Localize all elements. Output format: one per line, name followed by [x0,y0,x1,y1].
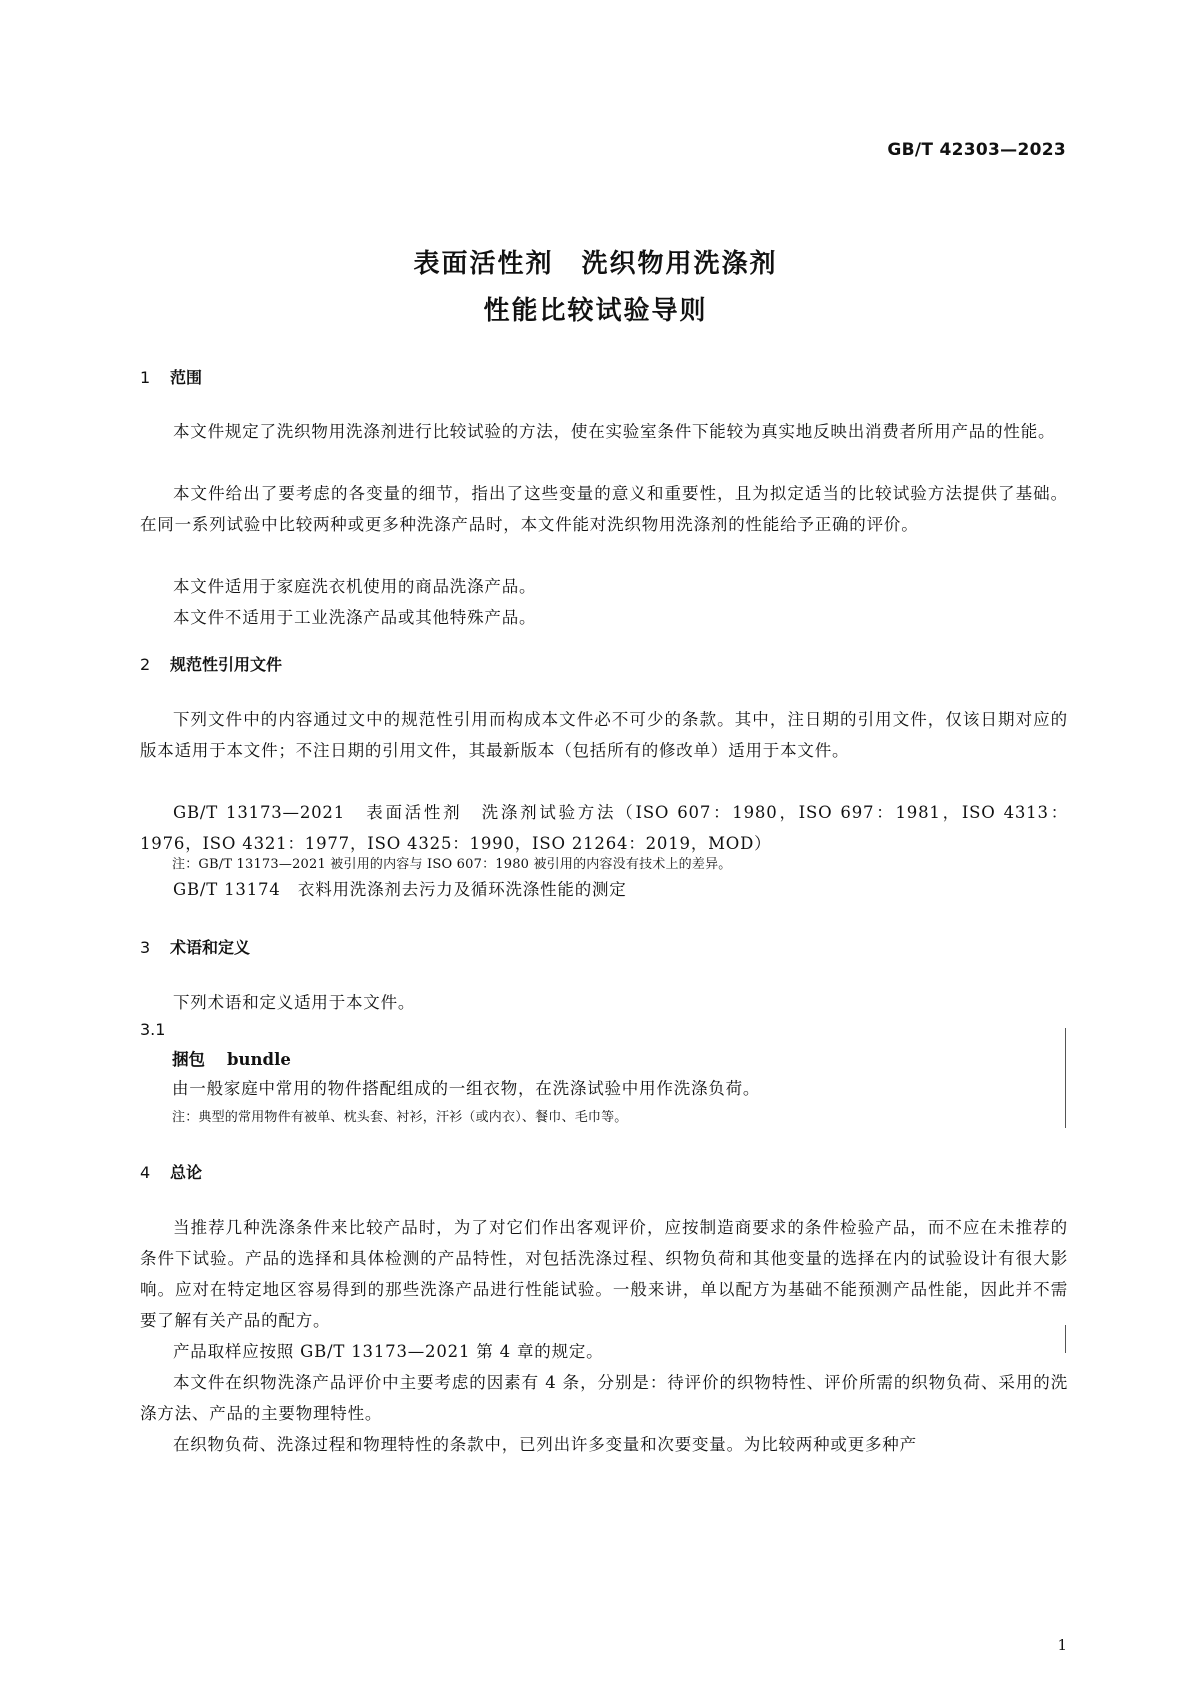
section-1-paragraph-2: 本文件给出了要考虑的各变量的细节，指出了这些变量的意义和重要性，且为拟定适当的比较试验方法提供了基础。在同一系列试验中比较两种或更多种洗涤产品时，本文件能对洗织物用洗涤剂的性能给予正确的评价。 [140,484,1068,534]
page-number: 1 [1057,1636,1067,1654]
section-number: 1 [140,368,151,387]
section-number: 2 [140,655,151,674]
section-2-heading [140,652,282,675]
section-1-paragraph-3: 本文件适用于家庭洗衣机使用的商品洗涤产品。 [173,577,537,596]
clause-number: 3.1 [140,1020,166,1039]
section-1-paragraph-4: 本文件不适用于工业洗涤产品或其他特殊产品。 [173,608,537,627]
normative-reference-1: GB/T 13173—2021 表面活性剂 洗涤剂试验方法（ISO 607：1980，ISO 697：1981，ISO 4313：1976，ISO 4321：1977，ISO 4325：1990，ISO 21264：2019，MOD） [140,803,1068,853]
section-3-paragraph-1: 下列术语和定义适用于本文件。 [173,993,416,1012]
title-line-1: 表面活性剂 洗织物用洗涤剂 [413,249,778,279]
change-bar [1065,1028,1066,1128]
section-number: 4 [140,1163,151,1182]
term-english: bundle [227,1050,291,1069]
term-note: 注：典型的常用物件有被单、枕头套、衬衫，汗衫（或内衣）、餐巾、毛巾等。 [172,1110,628,1125]
section-4-paragraph-3: 本文件在织物洗涤产品评价中主要考虑的因素有 4 条，分别是：待评价的织物特性、评价所需的织物负荷、采用的洗涤方法、产品的主要物理特性。 [140,1373,1068,1423]
standard-code: GB/T 42303—2023 [887,140,1066,160]
section-title: 术语和定义 [170,938,251,957]
section-1-paragraph-1: 本文件规定了洗织物用洗涤剂进行比较试验的方法，使在实验室条件下能较为真实地反映出消费者所用产品的性能。 [173,422,1056,441]
section-4-paragraph-4: 在织物负荷、洗涤过程和物理特性的条款中，已列出许多变量和次要变量。为比较两种或更多种产 [173,1435,917,1454]
section-1-heading [140,365,202,388]
term-chinese: 捆包 [172,1050,205,1069]
section-4-heading [140,1160,202,1183]
section-4-paragraph-1: 当推荐几种洗涤条件来比较产品时，为了对它们作出客观评价，应按制造商要求的条件检验产品，而不应在未推荐的条件下试验。产品的选择和具体检测的产品特性，对包括洗涤过程、织物负荷和其他变量的选择在内的试验设计有很大影响。应对在特定地区容易得到的那些洗涤产品进行性能试验。一般来讲，单以配方为基础不能预测产品性能，因此并不需要了解有关产品的配方。 [140,1218,1068,1330]
term-definition: 由一般家庭中常用的物件搭配组成的一组衣物，在洗涤试验中用作洗涤负荷。 [172,1079,761,1098]
change-bar [1065,1325,1066,1353]
section-title: 规范性引用文件 [170,655,283,674]
section-number: 3 [140,938,151,957]
section-2-paragraph-1: 下列文件中的内容通过文中的规范性引用而构成本文件必不可少的条款。其中，注日期的引用文件，仅该日期对应的版本适用于本文件；不注日期的引用文件，其最新版本（包括所有的修改单）适用于本文件。 [140,710,1068,760]
title-line-2: 性能比较试验导则 [483,296,708,326]
section-title: 总论 [170,1163,203,1182]
reference-note: 注：GB/T 13173—2021 被引用的内容与 ISO 607：1980 被引用的内容没有技术上的差异。 [172,857,732,872]
term-entry [172,1046,291,1070]
section-3-heading [140,935,250,958]
section-4-paragraph-2: 产品取样应按照 GB/T 13173—2021 第 4 章的规定。 [173,1342,604,1361]
normative-reference-2: GB/T 13174 衣料用洗涤剂去污力及循环洗涤性能的测定 [173,880,627,899]
section-title: 范围 [170,368,203,387]
